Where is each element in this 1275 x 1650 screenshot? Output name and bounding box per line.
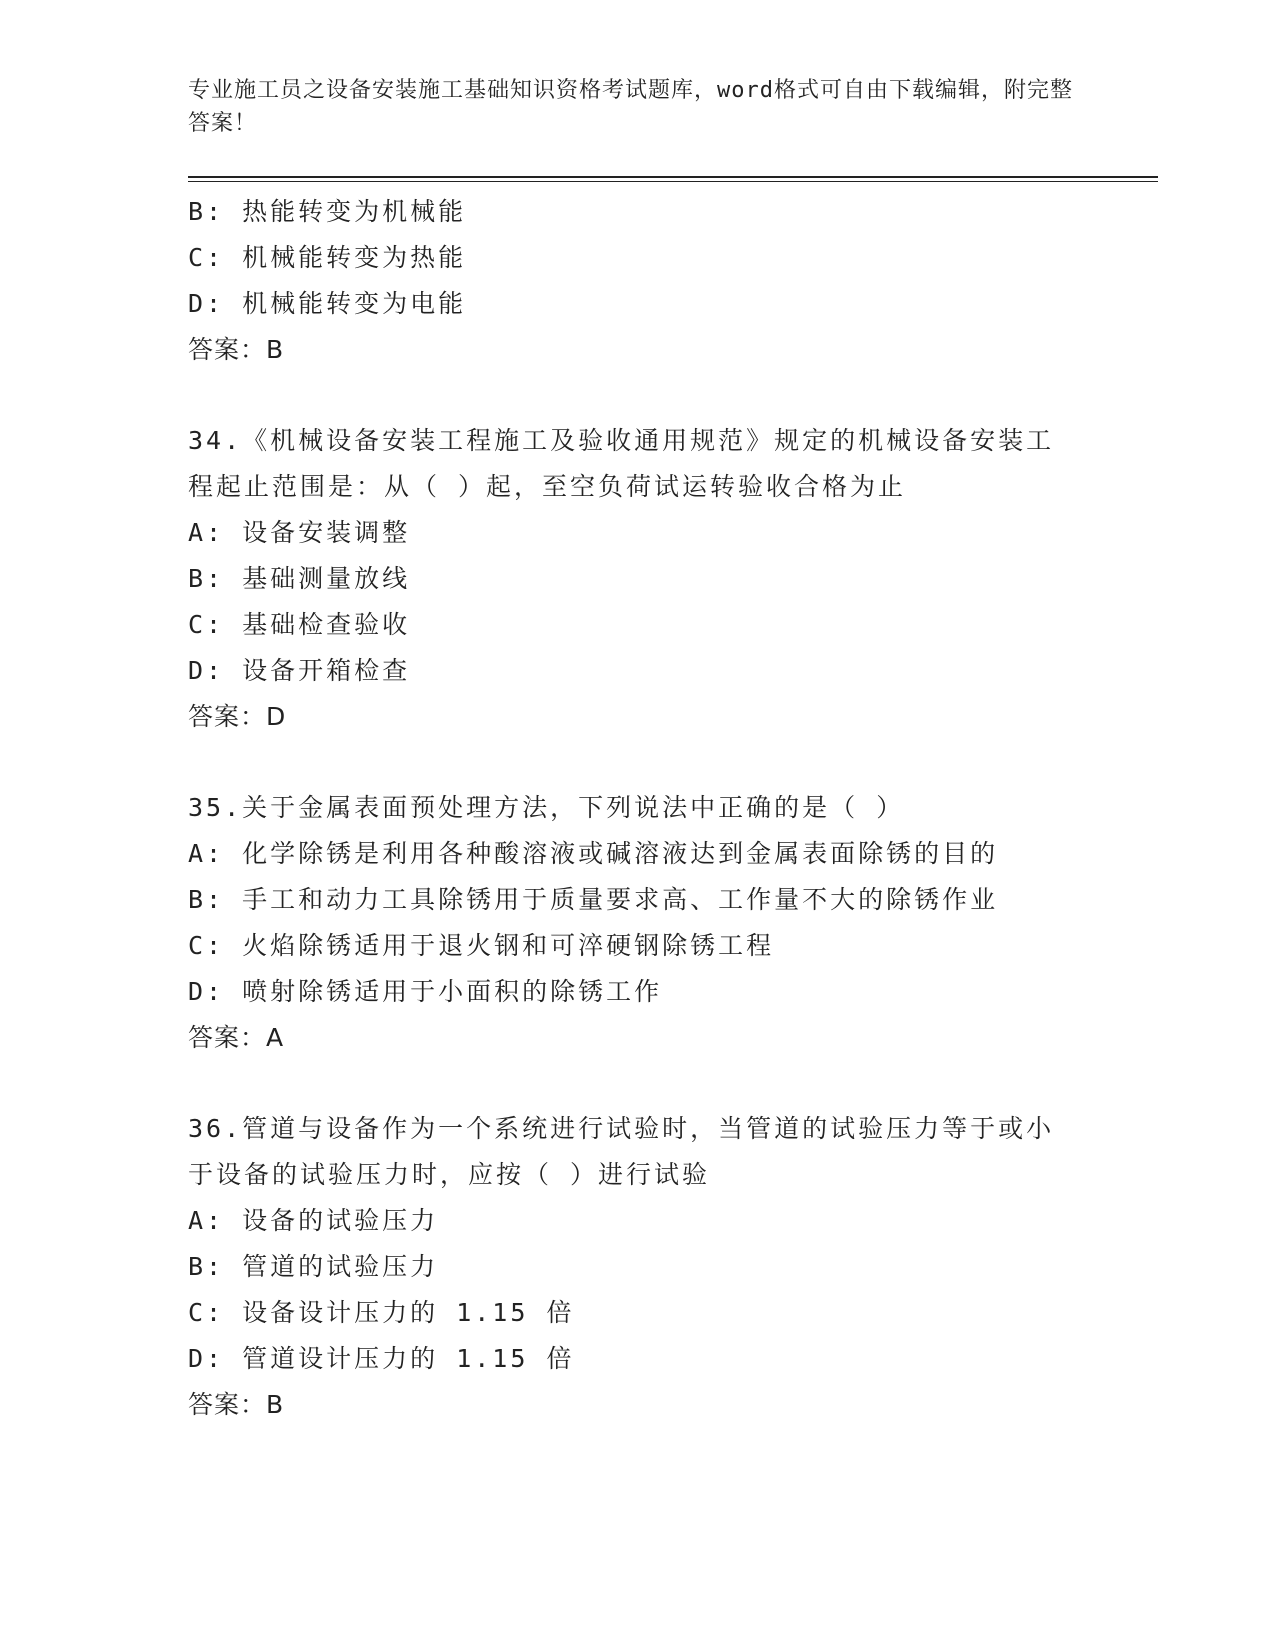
question-stem-line: 36.管道与设备作为一个系统进行试验时，当管道的试验压力等于或小 (188, 1114, 1055, 1143)
option-b: B: 手工和动力工具除锈用于质量要求高、工作量不大的除锈作业 (188, 885, 999, 914)
question-stem-line: 于设备的试验压力时，应按（ ）进行试验 (188, 1160, 711, 1189)
answer: 答案：B (188, 335, 285, 364)
answer: 答案：B (188, 1390, 285, 1419)
option-c: C: 基础检查验收 (188, 610, 411, 639)
header-divider-thin (188, 181, 1158, 182)
spacer (188, 1061, 1088, 1106)
option-a: A: 设备的试验压力 (188, 1206, 439, 1235)
spacer (188, 373, 1088, 418)
answer: 答案：D (188, 702, 287, 731)
option-b: B: 基础测量放线 (188, 564, 411, 593)
option-c: C: 火焰除锈适用于退火钢和可淬硬钢除锈工程 (188, 931, 775, 960)
answer: 答案：A (188, 1023, 285, 1052)
question-33 (188, 189, 1088, 373)
option-c: C: 机械能转变为热能 (188, 243, 467, 272)
question-34 (188, 418, 1088, 740)
question-36 (188, 1106, 1088, 1428)
option-d: D: 机械能转变为电能 (188, 289, 467, 318)
question-35 (188, 785, 1088, 1061)
spacer (188, 740, 1088, 785)
option-b: B: 热能转变为机械能 (188, 197, 467, 226)
question-list (188, 189, 1088, 1428)
option-d: D: 喷射除锈适用于小面积的除锈工作 (188, 977, 663, 1006)
option-b: B: 管道的试验压力 (188, 1252, 439, 1281)
question-stem-line: 程起止范围是：从（ ）起，至空负荷试运转验收合格为止 (188, 472, 907, 501)
question-stem-line: 35.关于金属表面预处理方法，下列说法中正确的是（ ） (188, 793, 905, 822)
option-a: A: 设备安装调整 (188, 518, 411, 547)
header-divider-thick (188, 176, 1158, 178)
question-stem-line: 34.《机械设备安装工程施工及验收通用规范》规定的机械设备安装工 (188, 426, 1055, 455)
option-a: A: 化学除锈是利用各种酸溶液或碱溶液达到金属表面除锈的目的 (188, 839, 999, 868)
option-c: C: 设备设计压力的 1.15 倍 (188, 1298, 575, 1327)
option-d: D: 管道设计压力的 1.15 倍 (188, 1344, 575, 1373)
document-header: 专业施工员之设备安装施工基础知识资格考试题库，word格式可自由下载编辑，附完整答案！ (188, 78, 1073, 136)
option-d: D: 设备开箱检查 (188, 656, 411, 685)
